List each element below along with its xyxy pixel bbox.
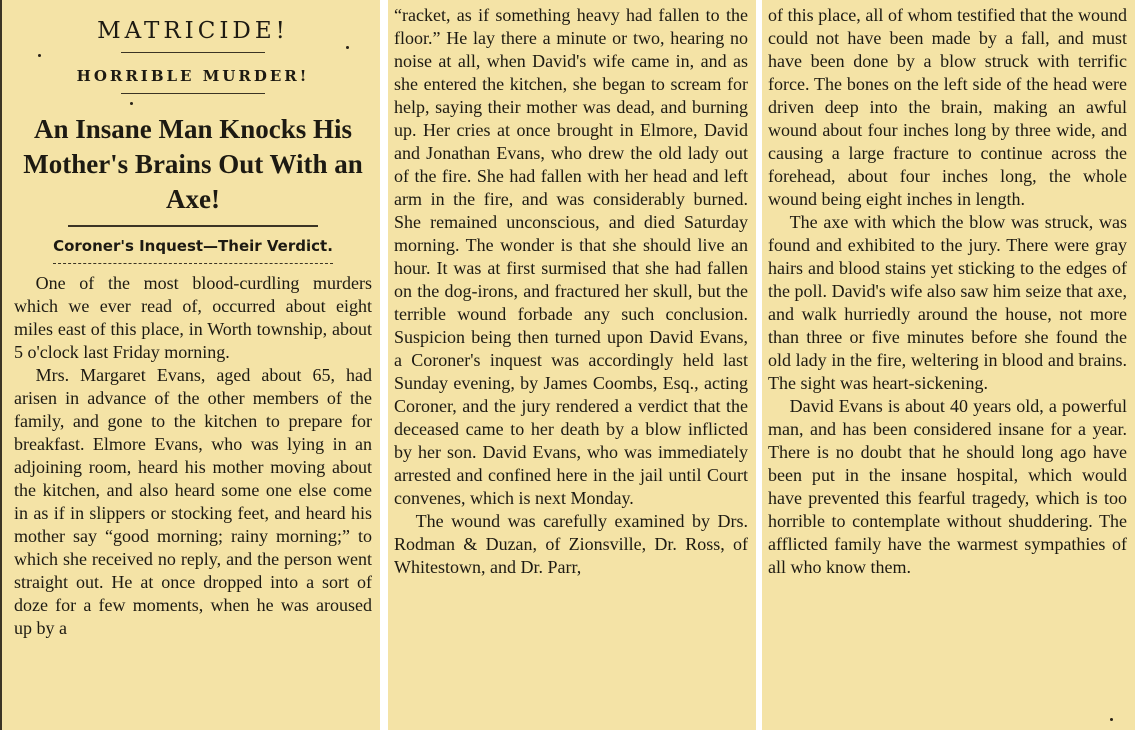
subkicker-headline: HORRIBLE MURDER!	[76, 67, 310, 85]
rule-divider	[53, 263, 332, 264]
deck-headline: Coroner's Inquest—Their Verdict.	[53, 237, 333, 255]
paragraph: “racket, as if something heavy had fallen to the floor.” He lay there a minute or two, hearing no noise at all, when David's wife came in, and as she entered the kitchen, she began to scream for help, saying their mother was dead, and burning up. Her cries at once brought in Elmore, David and Jonathan Evans, who drew the old lady out of the fire. She had fallen with her head and left arm in the fire, and was considerably burned. She remained unconscious, and died Saturday morning. The wonder is that she should live an hour. It was at first surmised that she had fallen on the dog-irons, and fractured her skull, but the terrible wound forbade any such conclusion. Suspicion being then turned upon David Evans, a Coroner's inquest was accordingly held last Sunday evening, by James Coombs, Esq., acting Coroner, and the jury rendered a verdict that the deceased came to her death by a blow inflicted by her son. David Evans, who was immediately arrested and confined here in the jail until Court convenes, which is next Monday.	[394, 5, 748, 508]
print-speck	[130, 102, 133, 105]
kicker-headline: MATRICIDE!	[97, 18, 289, 44]
rule-divider	[68, 225, 319, 227]
column-2	[388, 0, 756, 730]
article-body-col3	[768, 4, 1127, 579]
article-body-col1	[14, 272, 372, 640]
print-speck	[346, 46, 349, 49]
paragraph: The axe with which the blow was struck, was found and exhibited to the jury. There were gray hairs and blood stains yet sticking to the edges of the poll. David's wife also saw him seize that axe, and walk hurriedly around the house, not more than three or five minutes before she found the old lady in the fire, weltering in blood and brains. The sight was heart-sickening.	[768, 212, 1127, 393]
main-headline: An Insane Man Knocks His Mother's Brains Out With an Axe!	[23, 114, 363, 214]
paragraph: David Evans is about 40 years old, a powerful man, and has been considered insane for a year. There is no doubt that he should long ago have been put in the insane hospital, which would have prevented this fearful tragedy, which is too horrible to contemplate without shuddering. The afflicted family have the warmest sympathies of all who know them.	[768, 396, 1127, 577]
column-1	[0, 0, 380, 730]
rule-divider	[121, 52, 264, 53]
paragraph: One of the most blood-curdling murders which we ever read of, occurred about eight miles east of this place, in Worth township, about 5 o'clock last Friday morning.	[14, 273, 372, 362]
paragraph: Mrs. Margaret Evans, aged about 65, had arisen in advance of the other members of the family, and gone to the kitchen to prepare for breakfast. Elmore Evans, who was lying in an adjoining room, heard his mother moving about the kitchen, and also heard some one else come in as if in slippers or stocking feet, and heard his mother say “good morning; rainy morning;” to which she received no reply, and the person went straight out. He at once dropped into a sort of doze for a few moments, when he was aroused up by a	[14, 365, 372, 638]
paragraph: The wound was carefully examined by Drs. Rodman & Duzan, of Zionsville, Dr. Ross, of Whitestown, and Dr. Parr,	[394, 511, 748, 577]
paragraph: of this place, all of whom testified that the wound could not have been made by a fall, and must have been done by a blow struck with terrific force. The bones on the left side of the head were driven deep into the brain, making an awful wound about four inches long by three wide, and causing a large fracture to continue across the forehead, about four inches long, the whole wound being eight inches in length.	[768, 5, 1127, 209]
article-body-col2	[394, 4, 748, 579]
print-speck	[1110, 718, 1113, 721]
print-speck	[38, 54, 41, 57]
rule-divider	[121, 93, 264, 94]
column-3	[762, 0, 1135, 730]
